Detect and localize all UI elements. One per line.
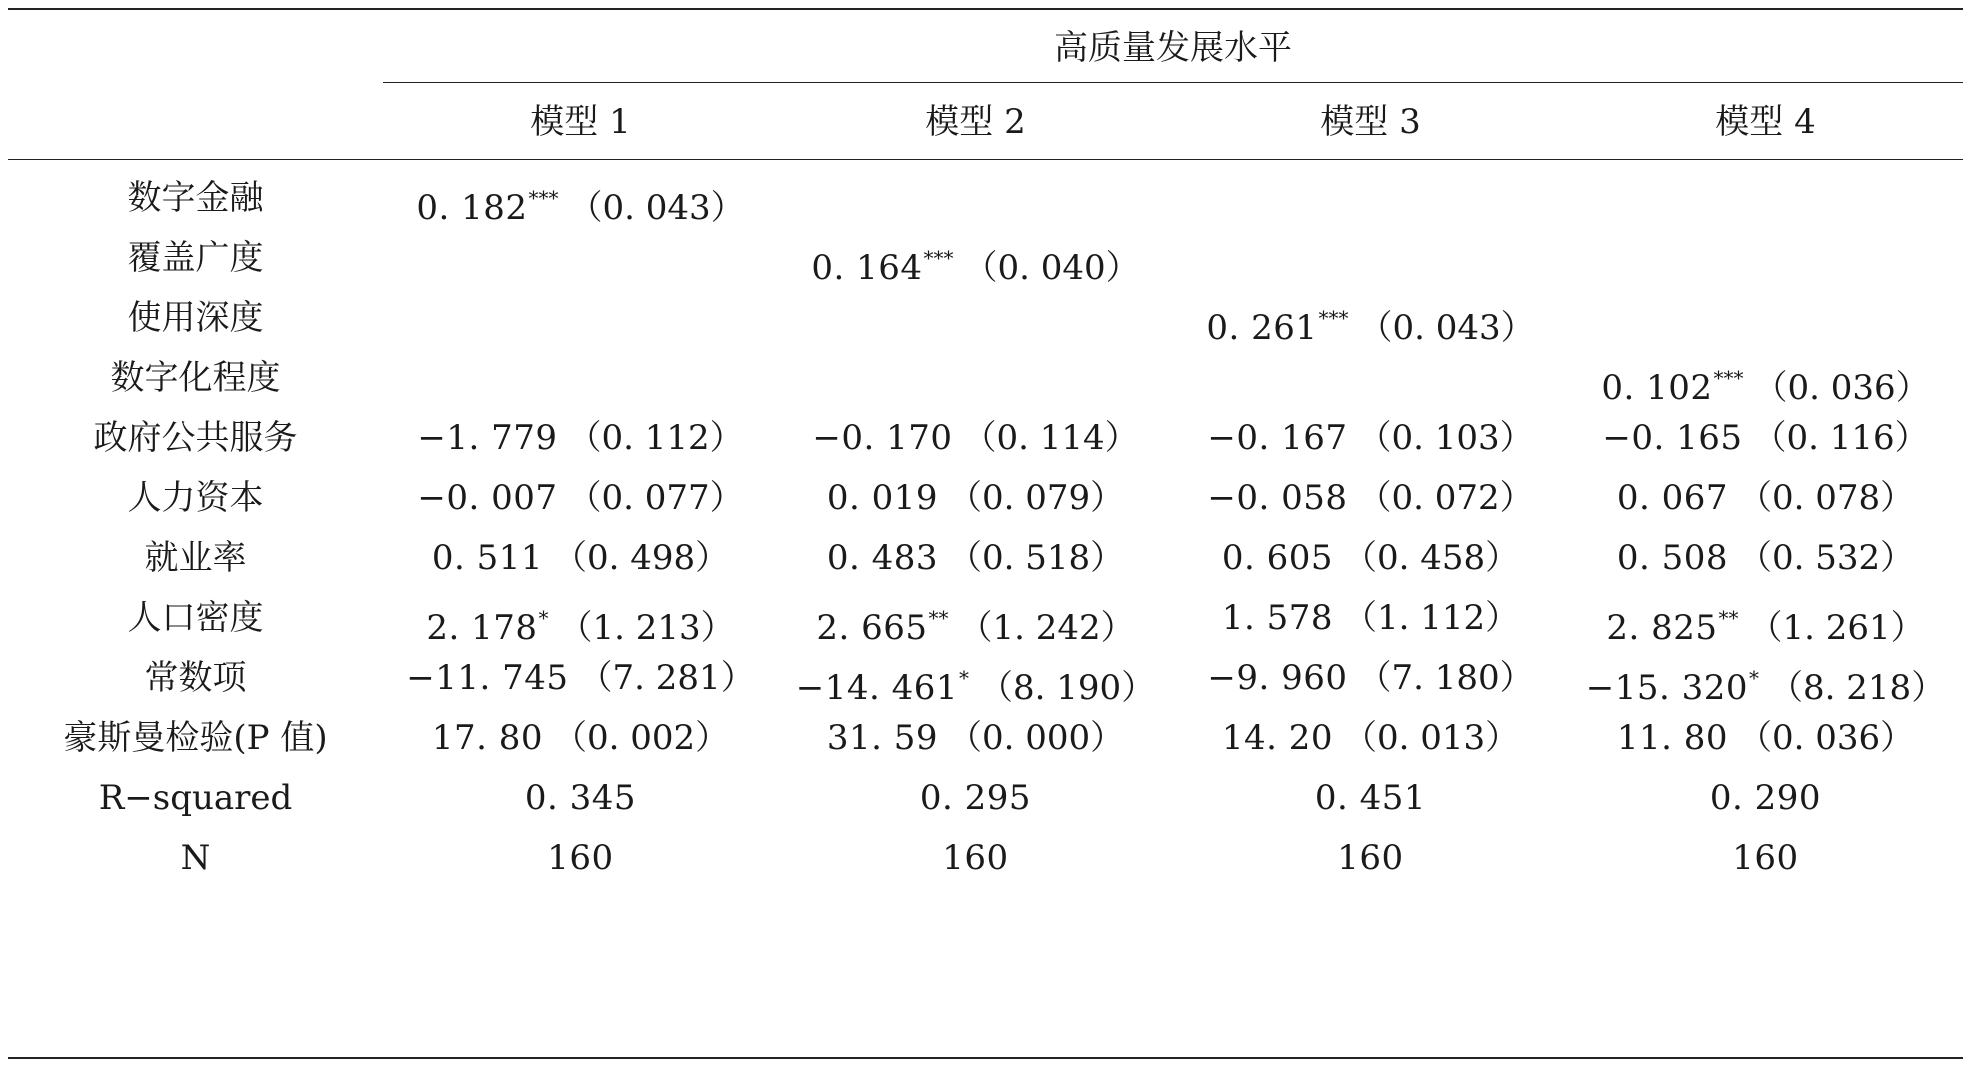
row-label: 人口密度: [127, 598, 264, 638]
standard-error: （1. 242）: [958, 608, 1135, 648]
table-cell: [1568, 348, 1963, 408]
estimate-value: −11. 745: [406, 658, 569, 698]
row-label: 常数项: [144, 658, 247, 698]
table-cell: [1173, 468, 1568, 528]
standard-error: （0. 078）: [1738, 478, 1915, 518]
estimate-value: 2. 665: [816, 608, 928, 648]
table-cell: [1173, 768, 1568, 828]
standard-error: （0. 114）: [962, 418, 1139, 458]
table-cell: [383, 588, 778, 648]
header-rule: [8, 159, 1963, 160]
standard-error: （1. 261）: [1748, 608, 1925, 648]
estimate-value: −0. 167: [1207, 418, 1348, 458]
estimate-value: 0. 290: [1709, 778, 1822, 818]
table-cell: [1568, 828, 1963, 888]
standard-error: （0. 112）: [567, 418, 744, 458]
estimate-value: 0. 451: [1314, 778, 1427, 818]
table-cell: [1173, 648, 1568, 708]
standard-error: （0. 043）: [568, 188, 745, 228]
standard-error: （0. 458）: [1343, 538, 1520, 578]
estimate-value: −14. 461: [795, 668, 959, 708]
table-cell: [1173, 528, 1568, 588]
standard-error: （1. 112）: [1343, 598, 1520, 638]
table-cell: [383, 648, 778, 708]
significance-stars: ***: [528, 186, 559, 210]
row-label: 数字金融: [127, 178, 264, 218]
estimate-value: 14. 20: [1221, 718, 1333, 758]
table-cell: [383, 468, 778, 528]
table-cell: [1173, 288, 1568, 348]
estimate-value: 160: [547, 838, 614, 878]
table-cell: [1568, 468, 1963, 528]
table-cell: [1568, 408, 1963, 468]
estimate-value: −0. 007: [417, 478, 558, 518]
row-label: R−squared: [98, 778, 293, 818]
standard-error: （0. 000）: [948, 718, 1125, 758]
table-cell: [778, 528, 1173, 588]
table-cell: [383, 708, 778, 768]
estimate-value: 2. 825: [1606, 608, 1718, 648]
row-label: 使用深度: [127, 298, 264, 338]
table-cell: [383, 828, 778, 888]
estimate-value: 2. 178: [426, 608, 538, 648]
estimate-value: 0. 164: [811, 248, 923, 288]
significance-stars: *: [538, 606, 549, 630]
estimate-value: 160: [1732, 838, 1799, 878]
estimate-value: −15. 320: [1585, 668, 1749, 708]
row-label: 数字化程度: [110, 358, 281, 398]
estimate-value: 0. 261: [1206, 308, 1318, 348]
standard-error: （0. 072）: [1357, 478, 1534, 518]
estimate-value: 0. 605: [1221, 538, 1333, 578]
estimate-value: 0. 483: [826, 538, 938, 578]
table-cell: [1173, 588, 1568, 648]
table-cell: [778, 228, 1173, 288]
bottom-rule: [8, 1057, 1963, 1059]
estimate-value: 0. 019: [826, 478, 938, 518]
table-cell: [1173, 708, 1568, 768]
table-cell: [383, 768, 778, 828]
estimate-value: 0. 508: [1616, 538, 1728, 578]
estimate-value: −0. 165: [1602, 418, 1743, 458]
standard-error: （0. 532）: [1738, 538, 1915, 578]
table-cell: [383, 168, 778, 228]
standard-error: （1. 213）: [558, 608, 735, 648]
standard-error: （0. 077）: [567, 478, 744, 518]
standard-error: （7. 281）: [578, 658, 755, 698]
table-cell: [778, 828, 1173, 888]
table-cell: [383, 408, 778, 468]
standard-error: （8. 218）: [1769, 668, 1946, 708]
column-header-model-2: 模型 2: [925, 102, 1026, 142]
row-label: 覆盖广度: [127, 238, 264, 278]
row-label: 政府公共服务: [93, 418, 298, 458]
table-cell: [1568, 528, 1963, 588]
row-label: 就业率: [144, 538, 247, 578]
column-header-model-4: 模型 4: [1715, 102, 1816, 142]
row-label: N: [180, 838, 211, 878]
estimate-value: 0. 345: [524, 778, 637, 818]
column-header-model-1: 模型 1: [530, 102, 631, 142]
estimate-value: −0. 058: [1207, 478, 1348, 518]
estimate-value: 0. 511: [431, 538, 543, 578]
significance-stars: **: [1718, 606, 1739, 630]
table-cell: [1568, 708, 1963, 768]
estimate-value: 11. 80: [1616, 718, 1728, 758]
estimate-value: −0. 170: [812, 418, 953, 458]
table-cell: [1568, 588, 1963, 648]
significance-stars: *: [1749, 666, 1760, 690]
standard-error: （0. 518）: [948, 538, 1125, 578]
significance-stars: *: [959, 666, 970, 690]
table-cell: [1568, 768, 1963, 828]
estimate-value: 160: [1337, 838, 1404, 878]
row-label: 豪斯曼检验(P 值): [63, 718, 328, 758]
standard-error: （0. 103）: [1357, 418, 1534, 458]
column-header-model-3: 模型 3: [1320, 102, 1421, 142]
estimate-value: 0. 182: [416, 188, 528, 228]
standard-error: （0. 040）: [963, 248, 1140, 288]
significance-stars: ***: [1318, 306, 1349, 330]
standard-error: （8. 190）: [979, 668, 1156, 708]
estimate-value: −9. 960: [1207, 658, 1348, 698]
estimate-value: 1. 578: [1221, 598, 1333, 638]
significance-stars: ***: [1713, 366, 1744, 390]
table-cell: [778, 768, 1173, 828]
standard-error: （7. 180）: [1357, 658, 1534, 698]
table-cell: [1173, 828, 1568, 888]
estimate-value: 17. 80: [431, 718, 543, 758]
group-header: 高质量发展水平: [1054, 28, 1292, 68]
table-cell: [1568, 648, 1963, 708]
table-cell: [778, 588, 1173, 648]
table-cell: [1173, 408, 1568, 468]
standard-error: （0. 036）: [1753, 368, 1930, 408]
table-cell: [778, 468, 1173, 528]
top-rule: [8, 8, 1963, 10]
standard-error: （0. 079）: [948, 478, 1125, 518]
estimate-value: 0. 067: [1616, 478, 1728, 518]
table-cell: [383, 528, 778, 588]
standard-error: （0. 116）: [1752, 418, 1929, 458]
significance-stars: **: [928, 606, 949, 630]
significance-stars: ***: [923, 246, 954, 270]
group-header-rule: [383, 82, 1963, 83]
standard-error: （0. 013）: [1343, 718, 1520, 758]
table-cell: [778, 648, 1173, 708]
row-label: 人力资本: [127, 478, 264, 518]
standard-error: （0. 002）: [553, 718, 730, 758]
table-cell: [778, 708, 1173, 768]
estimate-value: 0. 295: [919, 778, 1032, 818]
standard-error: （0. 498）: [553, 538, 730, 578]
standard-error: （0. 036）: [1738, 718, 1915, 758]
estimate-value: −1. 779: [417, 418, 558, 458]
estimate-value: 160: [942, 838, 1009, 878]
table-cell: [778, 408, 1173, 468]
estimate-value: 0. 102: [1601, 368, 1713, 408]
estimate-value: 31. 59: [826, 718, 938, 758]
standard-error: （0. 043）: [1358, 308, 1535, 348]
